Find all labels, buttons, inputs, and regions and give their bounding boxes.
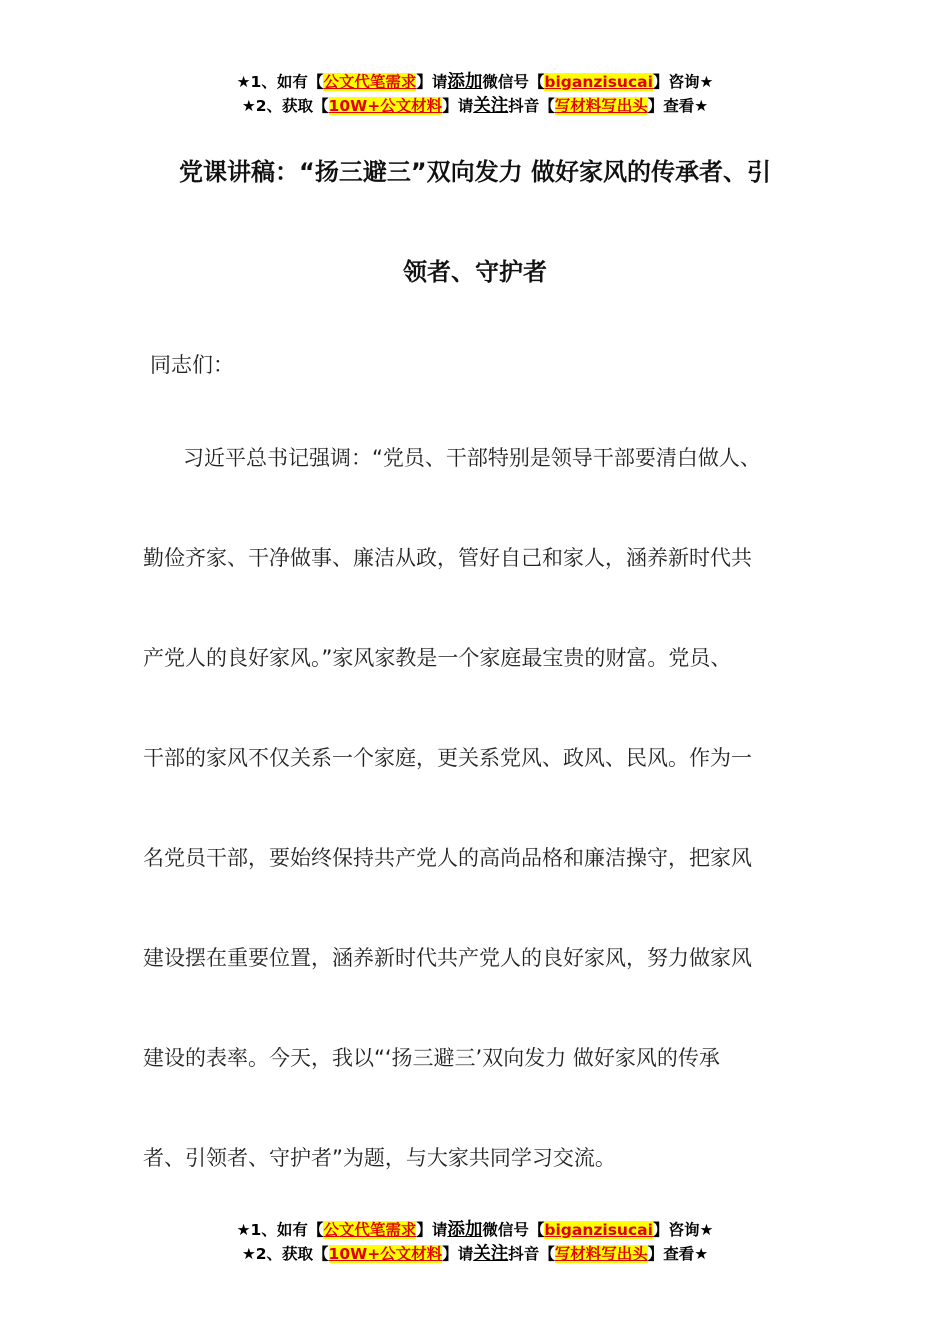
ad-highlight-materials: 10W+公文材料 [328, 1245, 443, 1263]
document-title-line-2: 领者、守护者 [403, 258, 547, 286]
ad-line-1-prefix: ★1、如有【 [236, 73, 324, 91]
ad-line-1 [0, 70, 950, 94]
paragraph-line: 建设的表率。今天，我以“‘扬三避三’双向发力 做好家风的传承 [143, 1046, 720, 1070]
ad-line-1-mid2: 微信号【 [482, 1221, 545, 1239]
header-ad-banner [0, 70, 950, 118]
ad-line-1-emphasis: 添加 [447, 72, 483, 92]
paragraph-line: 勤俭齐家、干净做事、廉洁从政，管好自己和家人，涵养新时代共 [143, 546, 752, 570]
document-title-line-1: 党课讲稿：“扬三避三”双向发力 做好家风的传承者、引 [179, 158, 771, 186]
paragraph-line: 产党人的良好家风。”家风家教是一个家庭最宝贵的财富。党员、 [143, 646, 732, 670]
ad-line-2-suffix: 】查看★ [647, 1245, 709, 1263]
salutation: 同志们： [150, 353, 234, 377]
ad-highlight-douyin-account: 写材料写出头 [554, 97, 648, 115]
ad-line-2-emphasis: 关注 [473, 1244, 509, 1264]
ad-line-2-mid2: 抖音【 [508, 1245, 555, 1263]
paragraph-line: 名党员干部，要始终保持共产党人的高尚品格和廉洁操守，把家风 [143, 846, 752, 870]
ad-line-1-suffix: 】咨询★ [652, 1221, 714, 1239]
ad-line-2-mid1: 】请 [442, 1245, 474, 1263]
ad-line-1-emphasis: 添加 [447, 1220, 483, 1240]
ad-line-1 [0, 1218, 950, 1242]
ad-highlight-douyin-account: 写材料写出头 [554, 1245, 648, 1263]
paragraph-line: 干部的家风不仅关系一个家庭，更关系党风、政风、民风。作为一 [143, 746, 752, 770]
ad-line-2 [0, 1242, 950, 1266]
ad-highlight-materials: 10W+公文材料 [328, 97, 443, 115]
ad-line-1-mid1: 】请 [416, 73, 448, 91]
ad-highlight-service: 公文代笔需求 [323, 73, 417, 91]
paragraph-line: 建设摆在重要位置，涵养新时代共产党人的良好家风，努力做家风 [143, 946, 752, 970]
ad-line-1-mid2: 微信号【 [482, 73, 545, 91]
ad-line-2-emphasis: 关注 [473, 96, 509, 116]
ad-line-1-suffix: 】咨询★ [652, 73, 714, 91]
paragraph-line: 者、引领者、守护者”为题，与大家共同学习交流。 [143, 1146, 616, 1170]
ad-line-1-prefix: ★1、如有【 [236, 1221, 324, 1239]
ad-highlight-service: 公文代笔需求 [323, 1221, 417, 1239]
paragraph-line: 习近平总书记强调：“党员、干部特别是领导干部要清白做人、 [183, 446, 761, 470]
ad-line-2-prefix: ★2、获取【 [241, 1245, 329, 1263]
ad-line-2-mid1: 】请 [442, 97, 474, 115]
footer-ad-banner [0, 1218, 950, 1266]
ad-line-2 [0, 94, 950, 118]
ad-line-2-suffix: 】查看★ [647, 97, 709, 115]
ad-line-2-mid2: 抖音【 [508, 97, 555, 115]
ad-highlight-wechat-id: biganzisucai [544, 1221, 653, 1239]
ad-highlight-wechat-id: biganzisucai [544, 73, 653, 91]
ad-line-1-mid1: 】请 [416, 1221, 448, 1239]
ad-line-2-prefix: ★2、获取【 [241, 97, 329, 115]
